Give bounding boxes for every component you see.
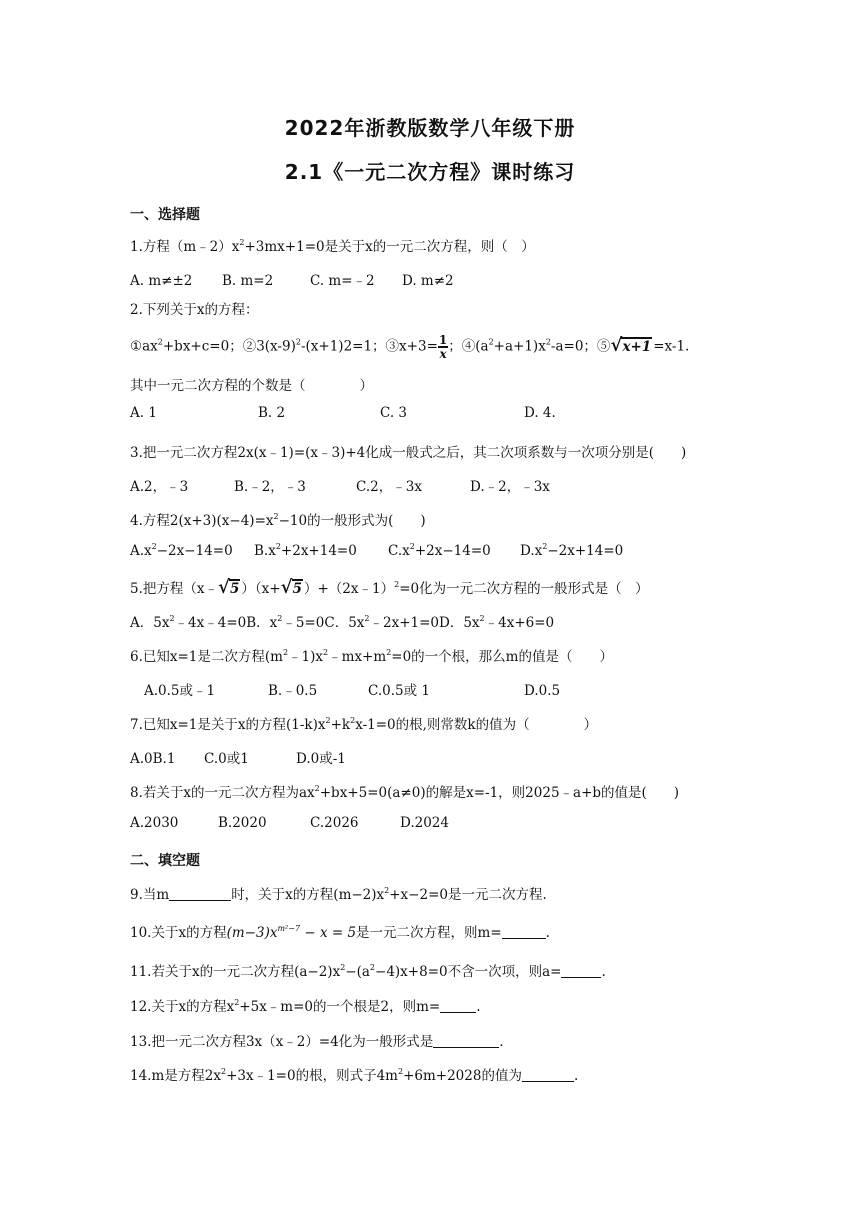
question-7-options [130, 747, 346, 767]
answer-blank[interactable] [440, 1000, 476, 1013]
option-a: A. m≠±2 [130, 273, 193, 289]
option-c: C.2，﹣3x [356, 479, 422, 495]
option-b: B.2020 [218, 815, 267, 831]
question-5: 5.把方程（x﹣√ 5 ）（x+√ 5 ）+（2x﹣1）$^2$=0化为一元二次方程的一般形式是（ ） [130, 577, 649, 597]
question-6: 6.已知x=1是二次方程$(m^2﹣1)x^2﹣mx+m^2=0$的一个根，那么m的值是（ ） [130, 648, 613, 665]
answer-blank[interactable] [502, 926, 546, 939]
option-c: C.0.5或 1 [368, 683, 430, 699]
question-1-options [130, 269, 454, 289]
option-d: D. m≠2 [402, 273, 454, 289]
answer-blank[interactable] [169, 888, 231, 901]
option-a: A.2，﹣3 [130, 479, 189, 495]
question-13: 13.把一元二次方程3x（x﹣2）=4化为一般形式是 . [130, 1034, 504, 1050]
question-14: 14.m是方程$2x^2+3x﹣1=0$的根，则式子$4m^2+6m+2028$的值为 . [130, 1067, 579, 1084]
sqrt-5: √ 5 [219, 581, 240, 597]
option-b: B. m=2 [222, 273, 274, 289]
option-d: $D.x^2-2x+14=0$ [520, 542, 624, 559]
question-1: 1.方程$(m﹣2)x^2+3mx+1=0$是关于x的一元二次方程，则（ ） [130, 238, 535, 255]
question-2-equations: $①ax^2+bx+c=0$；$②3(x-9)^2-(x+1)2=1$；③x+3= $\frac{1}{x}$ ；$④(a^2+a+1)x^2-a=0$；⑤√ x+1 =x-1. [130, 334, 689, 360]
question-2-prompt: 其中一元二次方程的个数是（ ） [130, 378, 373, 394]
option-a: A.2030 [130, 815, 179, 831]
option-c: C.2026 [310, 815, 359, 831]
option-a: $A.x^2-2x-14=0$ [130, 542, 233, 559]
page-subtitle: 2.1《一元二次方程》课时练习 [284, 160, 576, 184]
option-a: A. 1 [130, 405, 157, 421]
section-heading-fill: 二、填空题 [130, 853, 200, 869]
answer-blank[interactable] [433, 1035, 499, 1048]
question-6-options [144, 679, 560, 699]
option-b: B. 2 [258, 405, 286, 421]
option-b: B.﹣2，﹣3 [234, 479, 306, 495]
question-2: 2.下列关于x的方程： [130, 302, 259, 318]
option-d: D.﹣2，﹣3x [470, 479, 550, 495]
page-title: 2022年浙教版数学八年级下册 [284, 116, 576, 140]
question-7: 7.已知x=1是关于x的方程$(1-k)x^2+k^2x-1=0$的根,则常数k的值为（ ） [130, 716, 598, 733]
option-d: D.0.5 [524, 683, 561, 699]
option-a: A.0.5或﹣1 [144, 683, 216, 699]
option-c: C.0或1 [204, 751, 249, 767]
option-d: D.0或-1 [296, 751, 346, 767]
question-4-options [130, 543, 623, 559]
section-heading-choice: 一、选择题 [130, 207, 200, 223]
question-2-options [130, 405, 556, 421]
option-d: D.2024 [400, 815, 449, 831]
question-9: 9.当m 时，关于x的方程$(m-2)x^2+x-2=0$是一元二次方程. [130, 886, 547, 903]
question-3: 3.把一元二次方程2x(x﹣1)=(x﹣3)+4化成一般式之后，其二次项系数与一次项分别是( ) [130, 445, 687, 461]
answer-blank[interactable] [561, 965, 601, 978]
question-4: 4.方程$2(x+3)(x-4)=x^2-10$的一般形式为( ) [130, 512, 426, 529]
question-8: 8.若关于x的一元二次方程为$ax^2+bx+5=0(a\ne 0)$的解是x=-1，则2025﹣a+b的值是( ) [130, 784, 680, 801]
option-c: C. m=﹣2 [310, 273, 375, 289]
option-b: $B.x^2+2x+14=0$ [254, 542, 357, 559]
fraction-1-over-x: $\frac{1}{x}$ [438, 333, 448, 361]
question-8-options [130, 815, 449, 831]
sqrt-x-plus-1: √ x+1 [611, 339, 652, 355]
option-d: D. 4. [524, 405, 556, 421]
question-10: 10.关于x的方程$(m-3)x^{m^2-7} - x = 5$是一元二次方程，则m= . [130, 924, 550, 941]
option-c: C. 3 [380, 405, 408, 421]
option-ab: A.0B.1 [130, 751, 176, 767]
option-c: $C.x^2+2x-14=0$ [388, 542, 491, 559]
option-b: B.﹣0.5 [268, 683, 318, 699]
question-3-options [130, 475, 550, 495]
question-5-options: A．$5x^2﹣4x﹣4=0B$．$x^2﹣5=0C$．$5x^2﹣2x+1=0D$．$5x^2﹣4x+6=0$ [130, 614, 555, 631]
question-12: 12.关于x的方程$x^2+5x﹣m=0$的一个根是2，则m= . [130, 998, 481, 1015]
question-11: 11.若关于x的一元二次方程$(a-2)x^2-(a^2-4)x+8=0$不含一次项，则a= . [130, 963, 606, 980]
sqrt-5: √ 5 [282, 581, 303, 597]
answer-blank[interactable] [522, 1069, 574, 1082]
